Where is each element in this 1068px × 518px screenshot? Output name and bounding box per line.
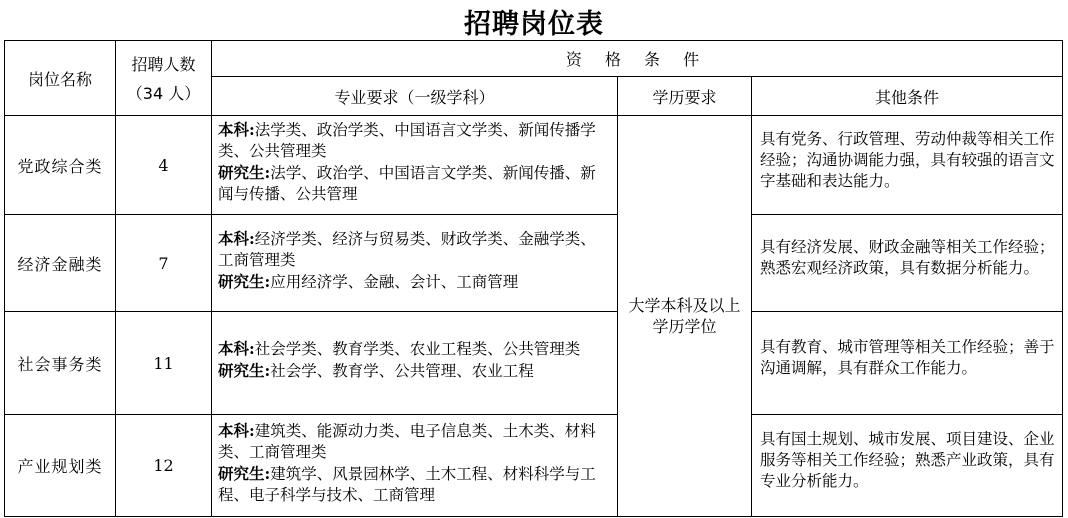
other-conditions: 具有经济发展、财政金融等相关工作经验；熟悉宏观经济政策，具有数据分析能力。 — [752, 215, 1063, 312]
postgrad-label: 研究生: — [218, 463, 271, 483]
headcount: 4 — [116, 116, 212, 215]
undergrad-label: 本科: — [218, 228, 255, 248]
header-headcount — [116, 41, 212, 116]
postgrad-majors: 应用经济学、金融、会计、工商管理 — [270, 272, 519, 291]
major-requirement — [212, 415, 618, 517]
header-major-requirement: 专业要求（一级学科） — [212, 77, 618, 116]
postgrad-majors: 社会学、教育学、公共管理、农业工程 — [270, 362, 534, 380]
major-requirement — [212, 312, 618, 415]
undergrad-majors: 经济学类、经济与贸易类、财政学类、金融学类、工商管理类 — [218, 229, 596, 269]
headcount: 7 — [116, 215, 212, 312]
table-row — [5, 215, 1063, 312]
postgrad-majors: 法学、政治学、中国语言文学类、新闻传播、新闻与传播、公共管理 — [218, 164, 596, 203]
position-name: 党政综合类 — [5, 116, 116, 215]
table-row — [5, 312, 1063, 415]
position-name: 社会事务类 — [5, 312, 116, 415]
headcount: 11 — [116, 312, 212, 415]
other-conditions: 具有党务、行政管理、劳动仲裁等相关工作经验；沟通协调能力强，具有较强的语言文字基础和表达能力。 — [752, 116, 1063, 215]
header-education-requirement: 学历要求 — [618, 77, 752, 116]
table-row — [5, 415, 1063, 517]
undergrad-majors: 法学类、政治学类、中国语言文学类、新闻传播学类、公共管理类 — [218, 121, 596, 160]
headcount: 12 — [116, 415, 212, 517]
recruitment-table — [4, 40, 1063, 517]
major-requirement — [212, 116, 618, 215]
education-requirement: 大学本科及以上学历学位 — [618, 116, 752, 517]
undergrad-label: 本科: — [218, 120, 255, 139]
position-name: 产业规划类 — [5, 415, 116, 517]
header-qualifications: 资 格 条 件 — [212, 41, 1063, 77]
postgrad-label: 研究生: — [218, 163, 271, 182]
position-name: 经济金融类 — [5, 215, 116, 312]
other-conditions: 具有教育、城市管理等相关工作经验；善于沟通调解，具有群众工作能力。 — [752, 312, 1063, 415]
page-title: 招聘岗位表 — [464, 9, 604, 40]
postgrad-label: 研究生: — [218, 271, 271, 291]
header-headcount-label: 招聘人数 — [131, 55, 196, 74]
undergrad-label: 本科: — [218, 339, 255, 358]
undergrad-majors: 社会学类、教育学类、农业工程类、公共管理类 — [254, 340, 581, 358]
undergrad-label: 本科: — [218, 420, 255, 440]
postgrad-majors: 建筑学、风景园林学、土木工程、材料科学与工程、电子科学与技术、工商管理 — [218, 464, 596, 504]
undergrad-majors: 建筑类、能源动力类、电子信息类、土木类、材料类、工商管理类 — [218, 421, 596, 461]
header-position-name: 岗位名称 — [5, 41, 116, 116]
header-other-conditions: 其他条件 — [752, 77, 1063, 116]
other-conditions: 具有国土规划、城市发展、项目建设、企业服务等相关工作经验；熟悉产业政策，具有专业分析能力。 — [752, 415, 1063, 517]
header-headcount-total: （34 人） — [126, 84, 201, 103]
postgrad-label: 研究生: — [218, 361, 271, 380]
major-requirement — [212, 215, 618, 312]
table-row — [5, 116, 1063, 215]
